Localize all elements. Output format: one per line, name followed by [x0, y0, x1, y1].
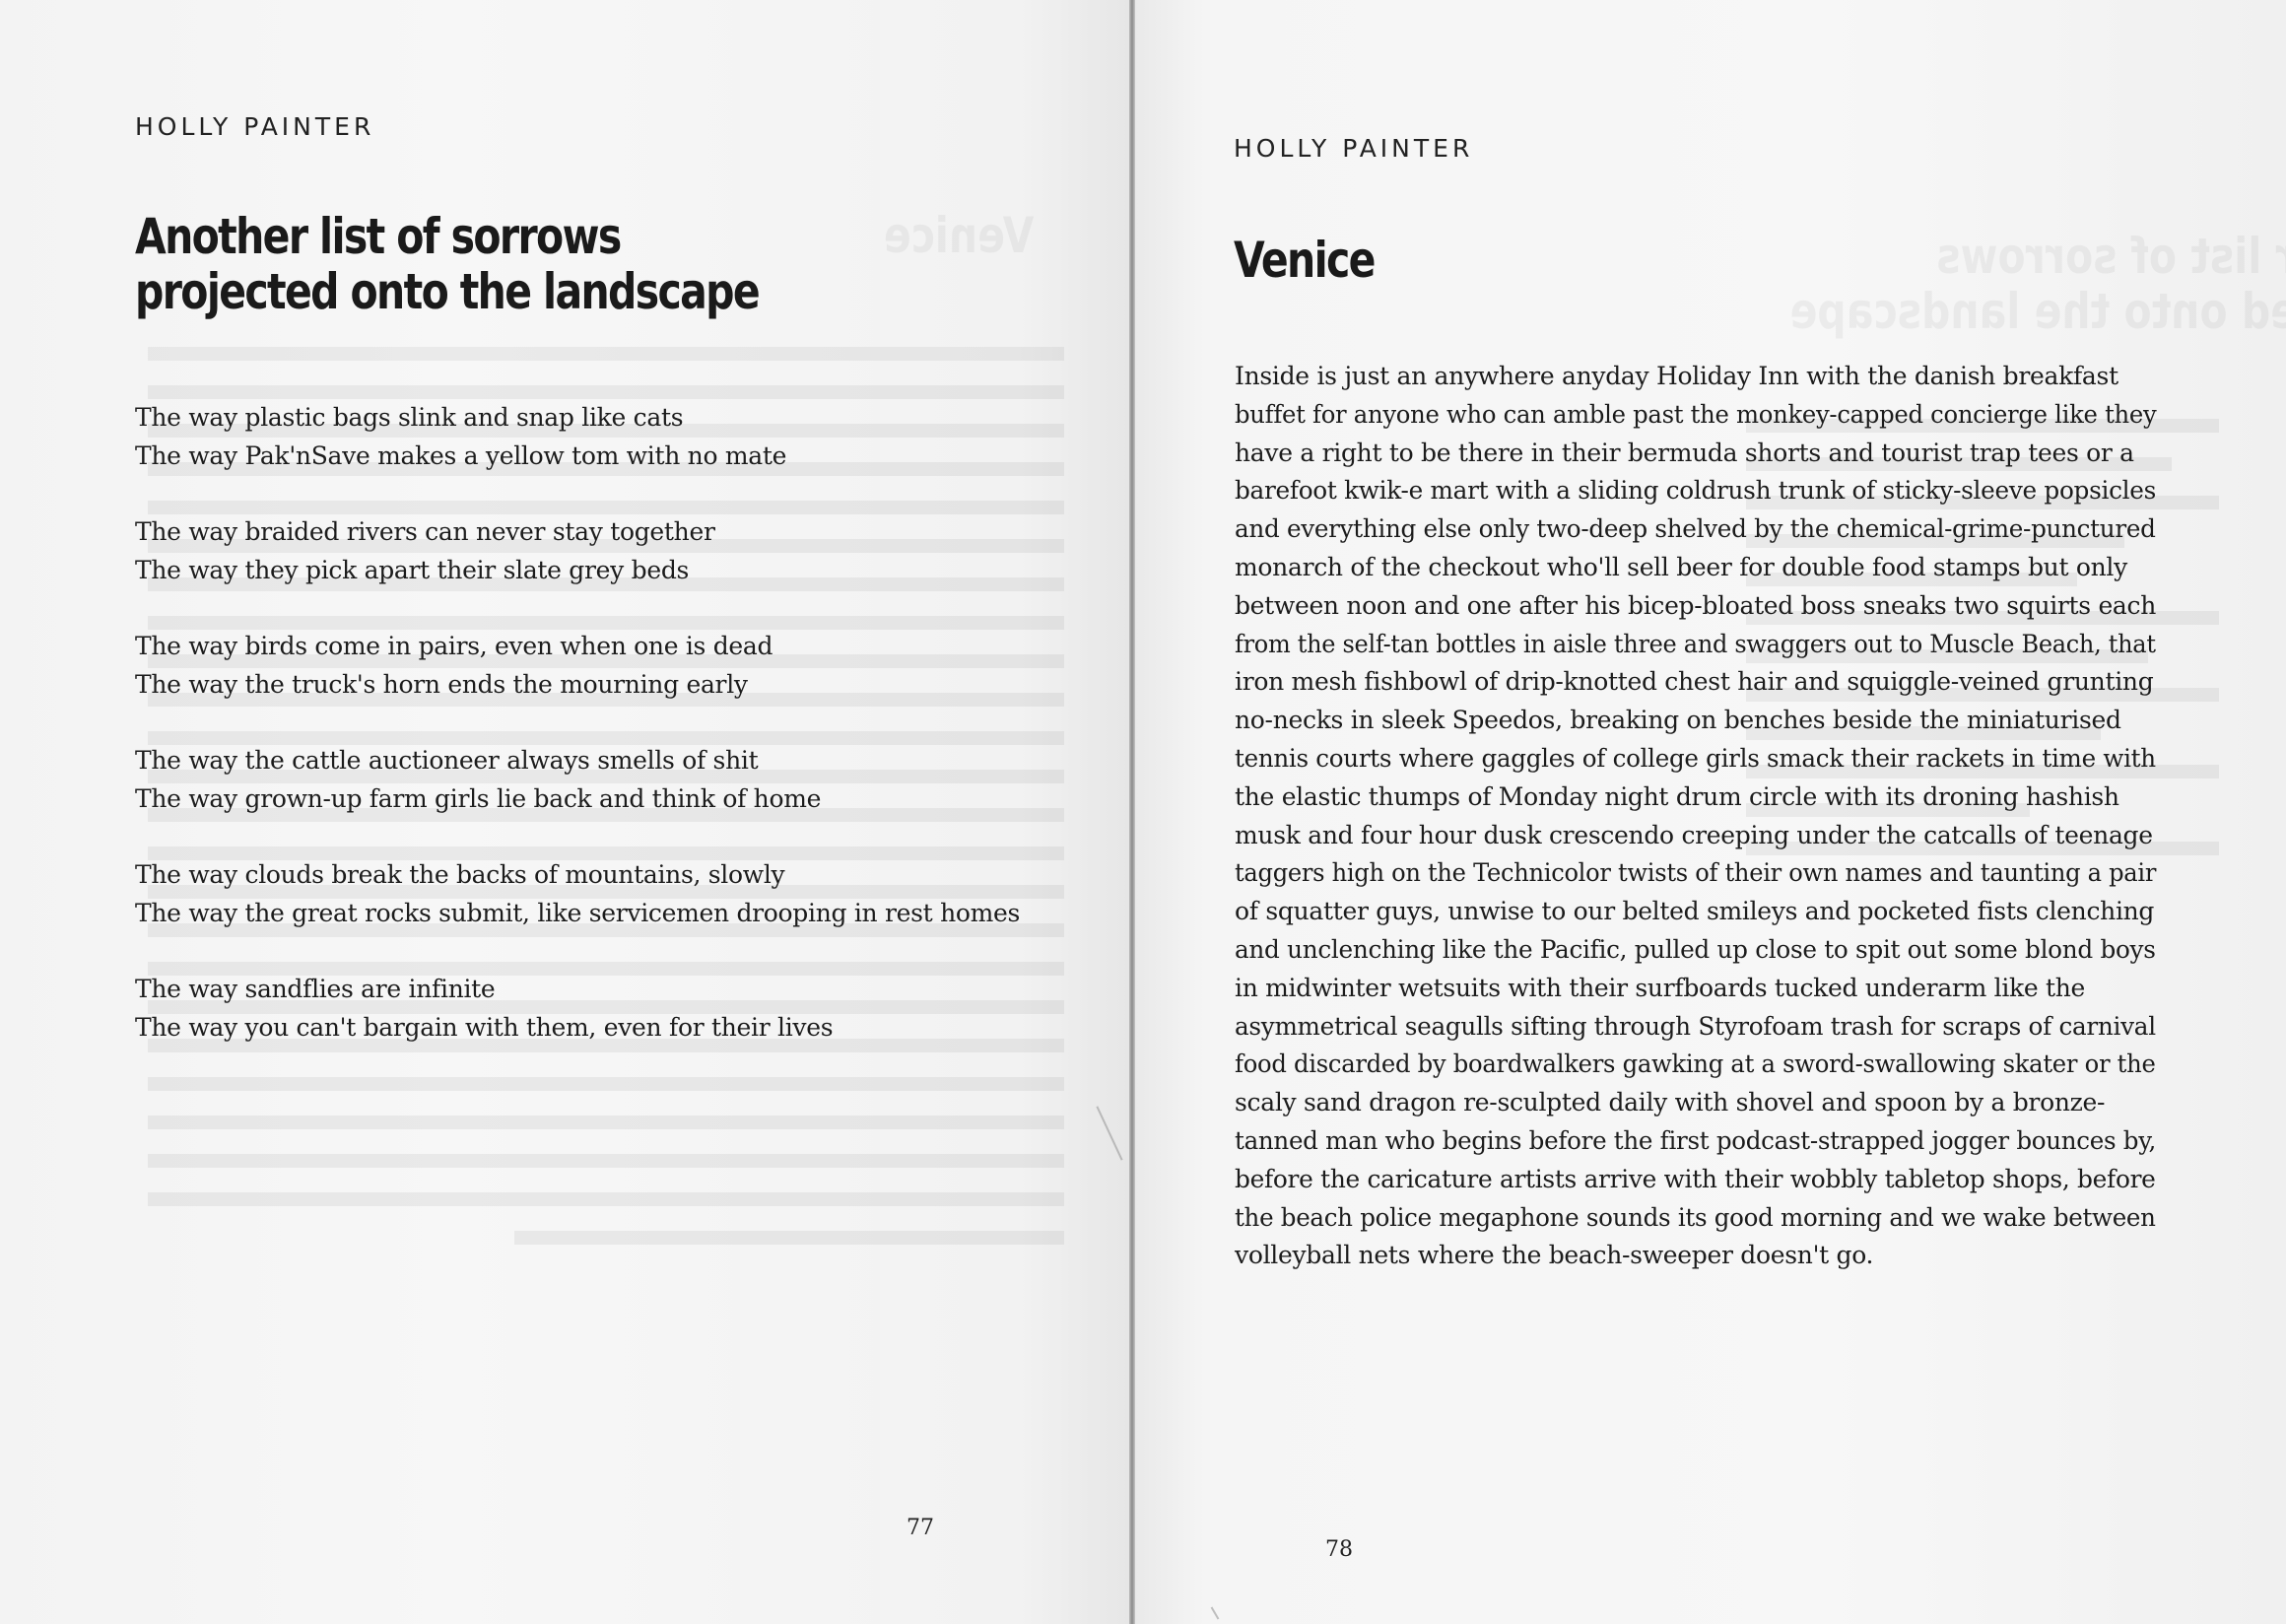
- stanza: [135, 627, 1081, 704]
- pencil-mark: [1211, 1606, 1220, 1619]
- prose-poem-body: [1235, 358, 2157, 1275]
- right-page: [1135, 0, 2286, 1624]
- poem-title: [135, 209, 759, 319]
- poem-line: The way the truck's horn ends the mourning early: [135, 670, 748, 699]
- prose-line: buffet for anyone who can amble past the monkey-capped concierge like they: [1235, 399, 2157, 429]
- poem-body: [135, 398, 1081, 1084]
- poem-line: The way you can't bargain with them, even for their lives: [135, 1013, 834, 1042]
- prose-line: in midwinter wetsuits with their surfboards tucked underarm like the: [1235, 973, 2086, 1002]
- poem-line: The way the great rocks submit, like servicemen drooping in rest homes: [135, 899, 1021, 927]
- running-header-author: HOLLY PAINTER: [1234, 134, 1474, 163]
- show-through-title: [884, 207, 1035, 264]
- prose-line: barefoot kwik-e mart with a sliding coldrush trunk of sticky-sleeve popsicles: [1235, 476, 2157, 506]
- prose-line: and everything else only two-deep shelved by the chemical-grime-punctured: [1235, 514, 2156, 544]
- poem-line: The way grown-up farm girls lie back and think of home: [135, 784, 822, 813]
- prose-line: no-necks in sleek Speedos, breaking on benches beside the miniaturised: [1235, 706, 2121, 735]
- page-number: 77: [907, 1516, 934, 1540]
- poem-line: The way they pick apart their slate grey beds: [135, 556, 690, 584]
- page-number: 78: [1325, 1537, 1353, 1562]
- poem-line: The way plastic bags slink and snap like cats: [135, 403, 684, 432]
- prose-line: have a right to be there in their bermuda shorts and tourist trap tees or a: [1235, 438, 2134, 467]
- prose-line: musk and four hour dusk crescendo creeping under the catcalls of teenage: [1235, 820, 2153, 849]
- left-page: [0, 0, 1131, 1624]
- prose-line: of squatter guys, unwise to our belted smileys and pocketed fists clenching: [1235, 897, 2155, 926]
- show-through-title: [1790, 229, 2286, 339]
- stanza: [135, 741, 1081, 818]
- prose-line: and unclenching like the Pacific, pulled up close to spit out some blond boys: [1235, 934, 2156, 964]
- poem-line: The way clouds break the backs of mountains, slowly: [135, 860, 785, 889]
- prose-line: iron mesh fishbowl of drip-knotted chest hair and squiggle-veined grunting: [1235, 667, 2154, 697]
- poem-line: The way birds come in pairs, even when one is dead: [135, 632, 773, 660]
- pencil-mark: [1096, 1106, 1122, 1160]
- prose-line: taggers high on the Technicolor twists of their own names and taunting a pair: [1235, 858, 2157, 888]
- poem-line: The way Pak'nSave makes a yellow tom with no mate: [135, 441, 787, 470]
- prose-line: the elastic thumps of Monday night drum circle with its droning hashish: [1235, 781, 2119, 811]
- prose-line: scaly sand dragon re-sculpted daily with shovel and spoon by a bronze-: [1235, 1088, 2106, 1117]
- prose-line: tanned man who begins before the first podcast-strapped jogger bounces by,: [1235, 1125, 2157, 1155]
- prose-line: before the caricature artists arrive with their wobbly tabletop shops, before: [1235, 1164, 2156, 1193]
- prose-line: between noon and one after his bicep-bloated boss sneaks two squirts each: [1235, 590, 2156, 620]
- stanza: [135, 512, 1081, 589]
- poem-line: The way sandflies are infinite: [135, 975, 496, 1003]
- poem-title-line-2: projected onto the landscape: [135, 263, 760, 320]
- prose-line: the beach police megaphone sounds its good morning and we wake between: [1235, 1202, 2156, 1232]
- poem-line: The way braided rivers can never stay together: [135, 517, 715, 546]
- stanza: [135, 398, 1081, 475]
- running-header-author: HOLLY PAINTER: [135, 112, 375, 141]
- stanza: [135, 970, 1081, 1047]
- poem-title: Venice: [1234, 232, 1375, 289]
- prose-line: from the self-tan bottles in aisle three and swaggers out to Muscle Beach, that: [1235, 629, 2156, 658]
- prose-line: monarch of the checkout who'll sell beer for double food stamps but only: [1235, 552, 2127, 581]
- prose-line: asymmetrical seagulls sifting through Styrofoam trash for scraps of carnival: [1235, 1011, 2156, 1041]
- prose-line: Inside is just an anywhere anyday Holiday Inn with the danish breakfast: [1235, 362, 2118, 390]
- poem-line: The way the cattle auctioneer always smells of shit: [135, 746, 759, 775]
- poem-title-line-1: Another list of sorrows: [135, 208, 621, 265]
- prose-line: tennis courts where gaggles of college girls smack their rackets in time with: [1235, 743, 2156, 773]
- prose-line: food discarded by boardwalkers gawking at a sword-swallowing skater or the: [1235, 1049, 2156, 1079]
- prose-line: volleyball nets where the beach-sweeper doesn't go.: [1235, 1241, 1874, 1270]
- stanza: [135, 855, 1081, 932]
